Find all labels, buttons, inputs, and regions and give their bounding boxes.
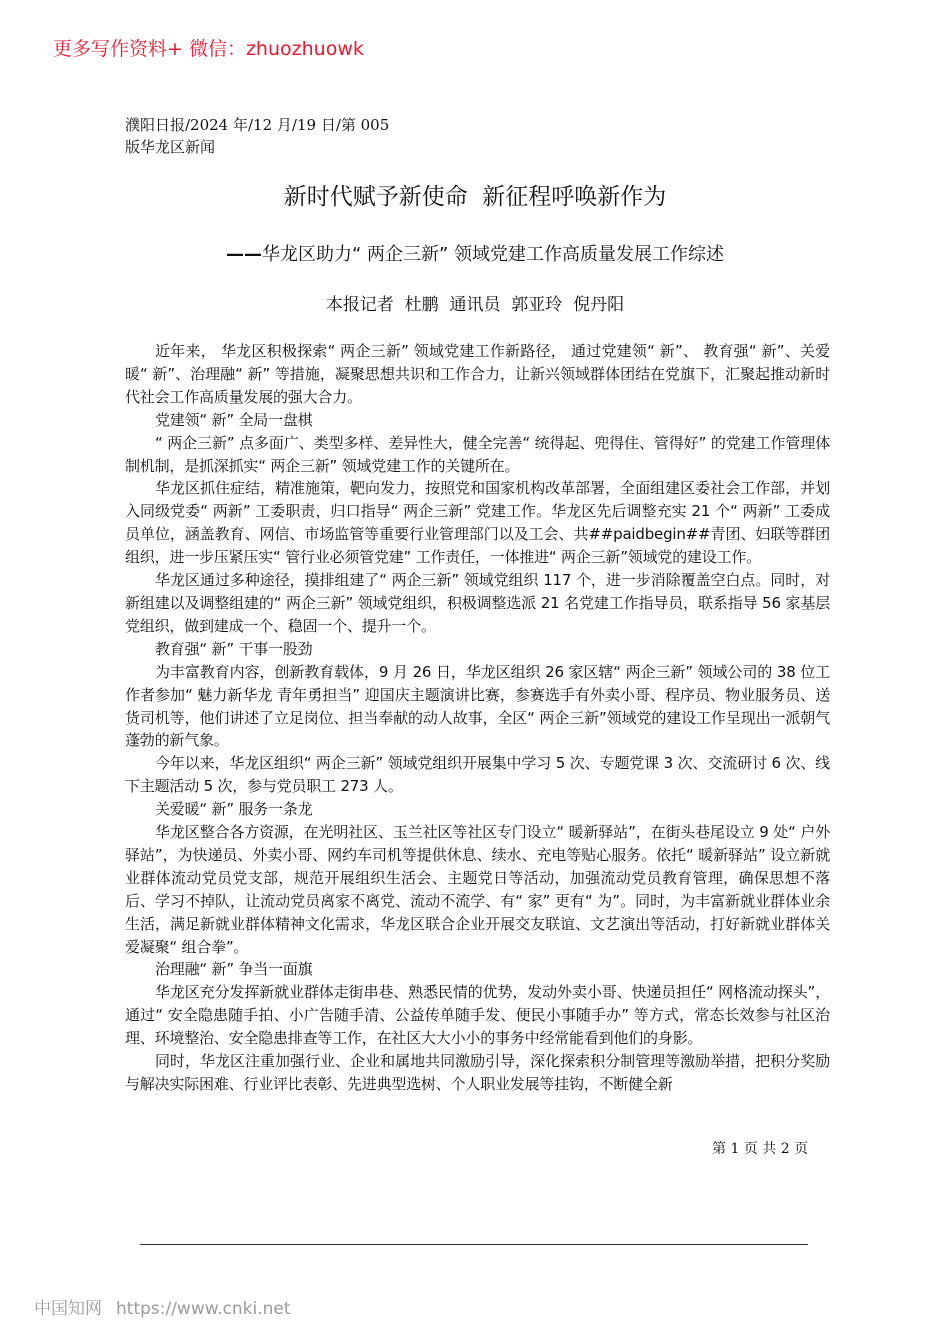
section-heading: 治理融“ 新” 争当一面旗 <box>155 960 313 979</box>
watermark <box>34 1294 290 1319</box>
section-heading: 党建领“ 新” 全局一盘棋 <box>155 410 313 429</box>
watermark-brand: 中国知网 <box>34 1299 102 1319</box>
publication-source: 濮阳日报/2024 年/12 月/19 日/第 005 版华龙区新闻 <box>125 116 390 156</box>
byline: 本报记者 杜鹏 通讯员 郭亚玲 倪丹阳 <box>325 295 625 315</box>
paragraph: 华龙区充分发挥新就业群体走街串巷、熟悉民情的优势，发动外卖小哥、快递员担任“ 网格流动探头”，通过“ 安全隐患随手拍、小广告随手清、公益传单随手发、便民小事随手办” 等方式，常态长效参与社区治理、环境整治、安全隐患排查等工作，在社区大大小小的事务中经常能看到他们的身影。 <box>125 983 830 1048</box>
section-heading: 教育强“ 新” 干事一股劲 <box>155 639 313 658</box>
subtitle-dash: —— <box>225 244 262 265</box>
subtitle-text: 华龙区助力“ 两企三新” 领域党建工作高质量发展工作综述 <box>261 244 725 265</box>
paragraph: 华龙区抓住症结，精准施策，靶向发力，按照党和国家机构改革部署，全面组建区委社会工作部，并划入同级党委“ 两新” 工委职责，归口指导“ 两企三新” 党建工作。华龙区先后调整充实 21 个“ 两新” 工委成员单位，涵盖教育、网信、市场监管等重要行业管理部门以及工会、共##paidbegin##青团、妇联等群团组织，进一步压紧压实“ 管行业必须管党建” 工作责任，一体推进“ 两企三新”领域党的建设工作。 <box>125 479 830 567</box>
article-subtitle <box>0 240 950 266</box>
article-title: 新时代赋予新使命 新征程呼唤新作为 <box>283 184 667 210</box>
article-body <box>125 340 830 1096</box>
section-heading: 关爱暖“ 新” 服务一条龙 <box>155 800 313 819</box>
paragraph: 近年来， 华龙区积极探索“ 两企三新” 领域党建工作新路径， 通过党建领“ 新”、 教育强“ 新”、关爱暖“ 新”、治理融“ 新” 等措施，凝聚思想共识和工作合力，让新兴领域群体团结在党旗下，汇聚起推动新时代社会工作高质量发展的强大合力。 <box>125 342 830 406</box>
page-number: 第 1 页 共 2 页 <box>712 1141 809 1157</box>
paragraph: 华龙区通过多种途径，摸排组建了“ 两企三新” 领域党组织 117 个，进一步消除覆盖空白点。同时，对新组建以及调整组建的“ 两企三新” 领域党组织，积极调整选派 21 名党建工作指导员，联系指导 56 家基层党组织，做到建成一个、稳固一个、提升一个。 <box>125 571 830 635</box>
paragraph: “ 两企三新” 点多面广、类型多样、差异性大，健全完善“ 统得起、兜得住、管得好” 的党建工作管理体制机制，是抓深抓实“ 两企三新” 领域党建工作的关键所在。 <box>125 433 830 475</box>
footer-divider <box>140 1244 808 1245</box>
watermark-url: https://www.cnki.net <box>116 1299 291 1319</box>
paragraph: 为丰富教育内容，创新教育载体，9 月 26 日，华龙区组织 26 家区辖“ 两企三新” 领域公司的 38 位工作者参加“ 魅力新华龙 青年勇担当” 迎国庆主题演讲比赛，参赛选手有外卖小哥、程序员、物业服务员、送货司机等，他们讲述了立足岗位、担当奉献的动人故事，全区“ 两企三新”领域党的建设工作呈现出一派朝气蓬勃的新气象。 <box>125 662 830 750</box>
paragraph: 华龙区整合各方资源，在光明社区、玉兰社区等社区专门设立“ 暖新驿站”，在街头巷尾设立 9 处“ 户外驿站”，为快递员、外卖小哥、网约车司机等提供休息、续水、充电等贴心服务。依托“ 暖新驿站” 设立新就业群体流动党员党支部，规范开展组织生活会、主题党日等活动，加强流动党员教育管理，确保思想不落后、学习不掉队，让流动党员离家不离党、流动不流学、有“ 家” 更有“ 为”。同时，为丰富新就业群体业余生活，满足新就业群体精神文化需求，华龙区联合企业开展交友联谊、文艺演出等活动，打好新就业群体关爱凝聚“ 组合拳”。 <box>125 823 830 956</box>
paragraph: 今年以来，华龙区组织“ 两企三新” 领域党组织开展集中学习 5 次、专题党课 3 次、交流研讨 6 次、线下主题活动 5 次，参与党员职工 273 人。 <box>125 754 830 796</box>
promo-banner: 更多写作资料+ 微信：zhuozhuowk <box>53 38 364 60</box>
paragraph: 同时，华龙区注重加强行业、企业和属地共同激励引导，深化探索积分制管理等激励举措，把积分奖励与解决实际困难、行业评比表彰、先进典型选树、个人职业发展等挂钩，不断健全新 <box>125 1052 830 1093</box>
